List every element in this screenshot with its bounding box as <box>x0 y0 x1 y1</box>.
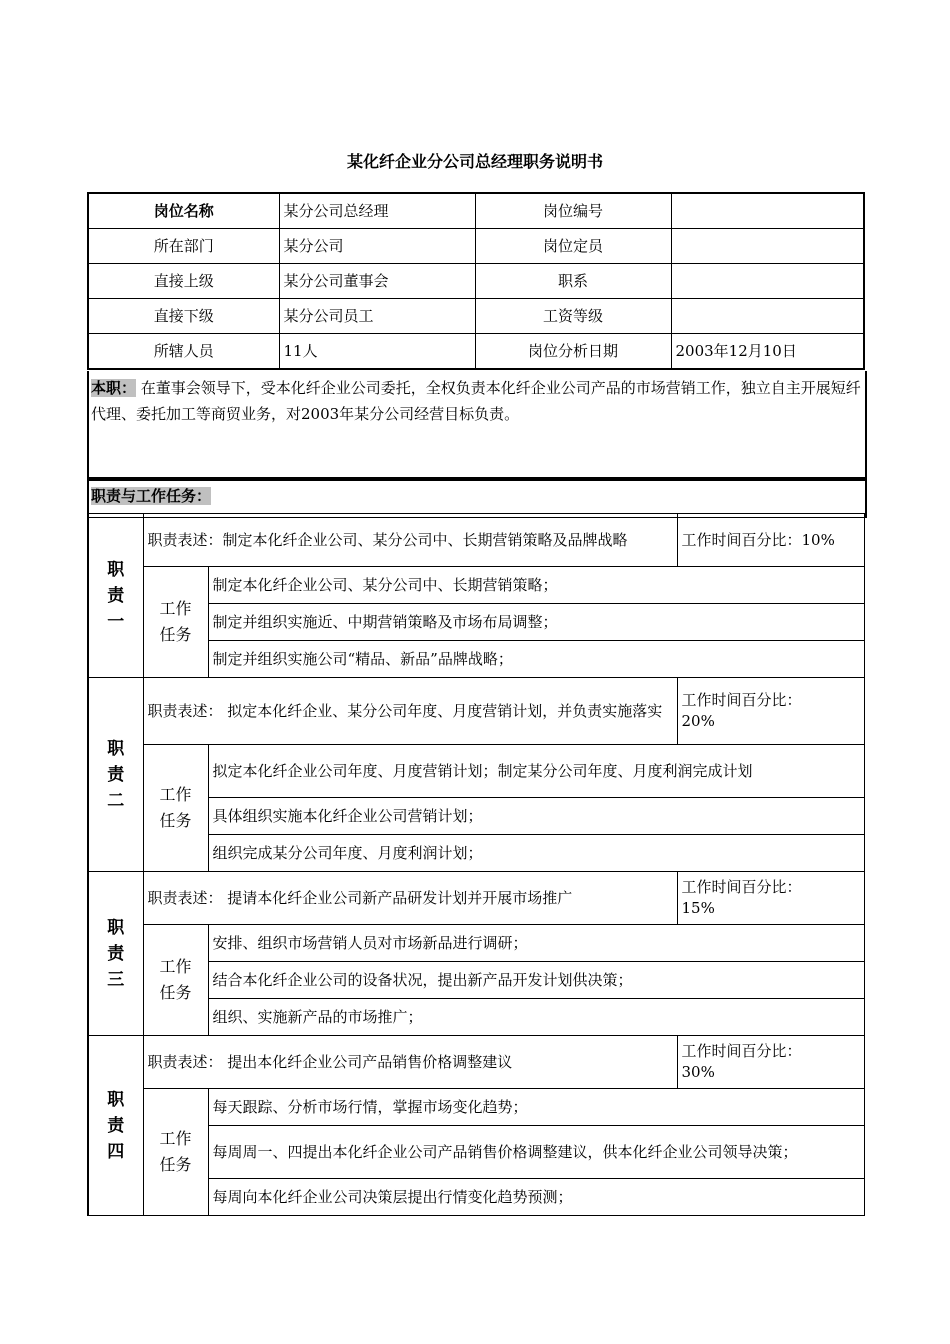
task-item: 制定并组织实施公司“精品、新品”品牌战略； <box>208 641 864 678</box>
info-label: 直接上级 <box>88 264 279 299</box>
info-value: 某分公司 <box>279 229 475 264</box>
duty-name: 职 责 四 <box>88 1036 143 1216</box>
info-value: 某分公司总经理 <box>279 193 475 229</box>
duty-desc-row <box>88 1036 864 1089</box>
responsibilities-heading <box>87 477 867 518</box>
job-summary <box>87 371 867 481</box>
time-percentage: 工作时间百分比： 20% <box>677 678 864 745</box>
info-label: 岗位定员 <box>475 229 671 264</box>
task-item: 具体组织实施本化纤企业公司营销计划； <box>208 798 864 835</box>
summary-label: 本职： <box>91 379 137 397</box>
task-row <box>88 1089 864 1126</box>
info-label: 工资等级 <box>475 299 671 334</box>
info-value: 某分公司员工 <box>279 299 475 334</box>
task-item: 每周周一、四提出本化纤企业公司产品销售价格调整建议，供本化纤企业公司领导决策； <box>208 1126 864 1179</box>
info-value <box>671 193 864 229</box>
task-item: 组织完成某分公司年度、月度利润计划； <box>208 835 864 872</box>
task-label: 工作 任务 <box>143 1089 208 1216</box>
task-item: 每周向本化纤企业公司决策层提出行情变化趋势预测； <box>208 1179 864 1216</box>
duty-name: 职 责 一 <box>88 514 143 678</box>
task-item: 结合本化纤企业公司的设备状况，提出新产品开发计划供决策； <box>208 962 864 999</box>
task-row <box>88 567 864 604</box>
duty-desc-row <box>88 872 864 925</box>
info-value <box>671 229 864 264</box>
info-value: 某分公司董事会 <box>279 264 475 299</box>
responsibilities-heading-text: 职责与工作任务： <box>91 487 212 505</box>
duty-description: 职责表述：制定本化纤企业公司、某分公司中、长期营销策略及品牌战略 <box>143 514 677 567</box>
time-percentage: 工作时间百分比： 15% <box>677 872 864 925</box>
info-row <box>88 264 864 299</box>
info-row <box>88 299 864 334</box>
duty-desc-row <box>88 678 864 745</box>
duty-desc-row <box>88 514 864 567</box>
duty-name: 职 责 二 <box>88 678 143 872</box>
duty-description: 职责表述： 提请本化纤企业公司新产品研发计划并开展市场推广 <box>143 872 677 925</box>
document-title: 某化纤企业分公司总经理职务说明书 <box>346 152 603 171</box>
summary-text: 在董事会领导下，受本化纤企业公司委托，全权负责本化纤企业公司产品的市场营销工作，独立自主开展短纤代理、委托加工等商贸业务，对2003年某分公司经营目标负责。 <box>91 379 861 423</box>
info-label: 岗位分析日期 <box>475 334 671 370</box>
time-percentage: 工作时间百分比： 30% <box>677 1036 864 1089</box>
task-row <box>88 745 864 798</box>
info-value <box>671 299 864 334</box>
task-item: 制定并组织实施近、中期营销策略及市场布局调整； <box>208 604 864 641</box>
task-label: 工作 任务 <box>143 925 208 1036</box>
info-row <box>88 229 864 264</box>
task-item: 安排、组织市场营销人员对市场新品进行调研； <box>208 925 864 962</box>
info-label: 所在部门 <box>88 229 279 264</box>
info-row <box>88 334 864 370</box>
duty-description: 职责表述： 拟定本化纤企业、某分公司年度、月度营销计划，并负责实施落实 <box>143 678 677 745</box>
task-item: 每天跟踪、分析市场行情，掌握市场变化趋势； <box>208 1089 864 1126</box>
job-info-table <box>87 192 865 370</box>
task-label: 工作 任务 <box>143 745 208 872</box>
time-percentage: 工作时间百分比：10% <box>677 514 864 567</box>
duty-description: 职责表述： 提出本化纤企业公司产品销售价格调整建议 <box>143 1036 677 1089</box>
info-label: 直接下级 <box>88 299 279 334</box>
task-item: 组织、实施新产品的市场推广； <box>208 999 864 1036</box>
duties-table <box>87 513 865 1216</box>
info-label: 所辖人员 <box>88 334 279 370</box>
info-value: 2003年12月10日 <box>671 334 864 370</box>
task-item: 拟定本化纤企业公司年度、月度营销计划；制定某分公司年度、月度利润完成计划 <box>208 745 864 798</box>
info-row <box>88 193 864 229</box>
info-value: 11人 <box>279 334 475 370</box>
info-label: 岗位编号 <box>475 193 671 229</box>
task-row <box>88 925 864 962</box>
task-item: 制定本化纤企业公司、某分公司中、长期营销策略； <box>208 567 864 604</box>
task-label: 工作 任务 <box>143 567 208 678</box>
info-label: 岗位名称 <box>88 193 279 229</box>
info-value <box>671 264 864 299</box>
duty-name: 职 责 三 <box>88 872 143 1036</box>
info-label: 职系 <box>475 264 671 299</box>
